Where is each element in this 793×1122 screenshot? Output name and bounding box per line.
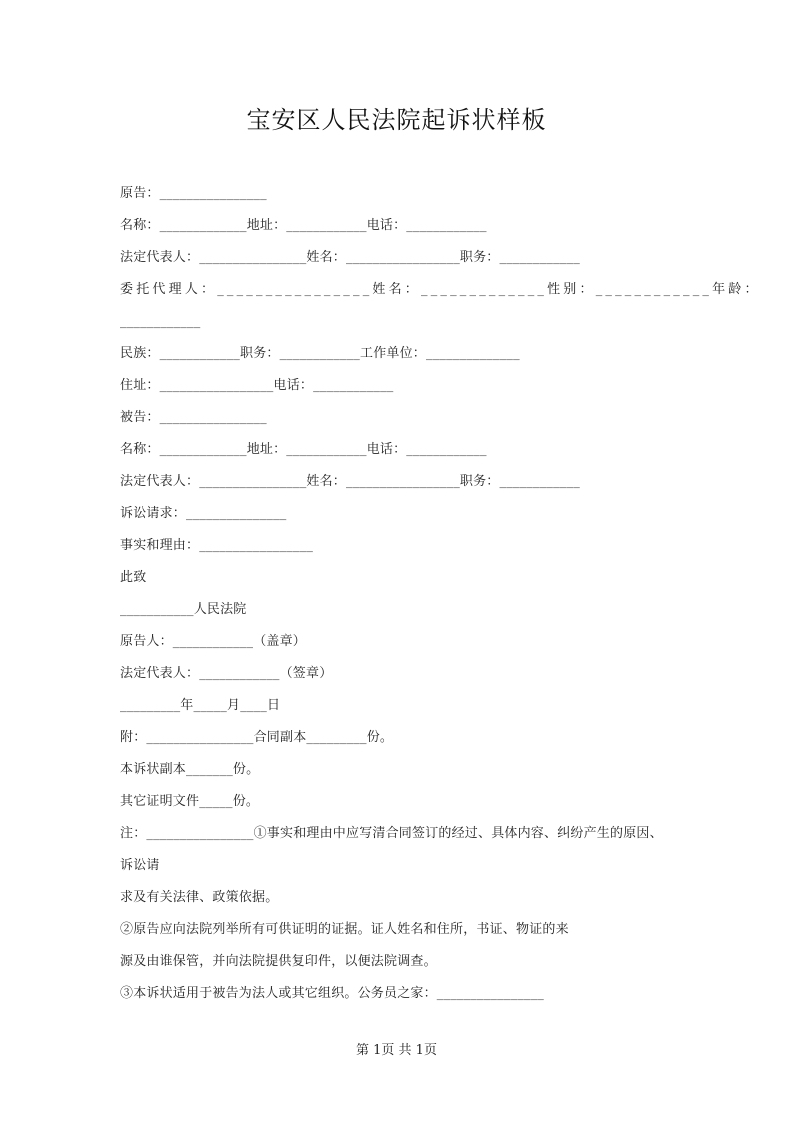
line-date: _________年_____月____日 <box>120 698 281 713</box>
page-number: 第 1页 共 1页 <box>356 1043 437 1058</box>
line-note-2: ②原告应向法院列举所有可供证明的证据。证人姓名和住所，书证、物证的来 <box>120 922 569 937</box>
line-note-1: 注：________________①事实和理由中应写清合同签订的经过、具体内容、纠纷产生的原因、 <box>120 826 663 841</box>
line-note-3: ③本诉状适用于被告为法人或其它组织。公务员之家：________________ <box>120 986 545 1001</box>
line-attachment-contract-copies: 附：________________合同副本_________份。 <box>120 730 394 745</box>
line-defendant-name-address-phone: 名称：_____________地址：____________电话：____________ <box>120 442 487 457</box>
line-plaintiff-agent-age-blank: ____________ <box>120 314 201 329</box>
line-plaintiff-name-address-phone: 名称：_____________地址：____________电话：____________ <box>120 218 487 233</box>
line-facts-and-reasons: 事实和理由：_________________ <box>120 538 314 553</box>
line-salutation: 此致 <box>120 570 147 585</box>
line-plaintiff-agent: 委托代理人：________________姓名：_____________性别：____________年龄： <box>120 282 761 297</box>
line-court-name: ___________人民法院 <box>120 602 247 617</box>
line-plaintiff-legal-rep: 法定代表人：________________姓名：_________________职务：____________ <box>120 250 580 265</box>
line-claims: 诉讼请求：_______________ <box>120 506 287 521</box>
line-defendant-legal-rep: 法定代表人：________________姓名：_________________职务：____________ <box>120 474 580 489</box>
line-defendant: 被告：________________ <box>120 410 267 425</box>
line-legal-rep-signature: 法定代表人：____________（签章） <box>120 666 333 681</box>
line-plaintiff-ethnicity-job-employer: 民族：____________职务：____________工作单位：______________ <box>120 346 520 361</box>
line-other-evidence: 其它证明文件_____份。 <box>120 794 260 809</box>
line-plaintiff-residence-phone: 住址：_________________电话：____________ <box>120 378 394 393</box>
line-plaintiff-seal: 原告人：____________（盖章） <box>120 634 307 649</box>
line-complaint-copies: 本诉状副本_______份。 <box>120 762 260 777</box>
line-note-1-end: 求及有关法律、政策依据。 <box>120 890 279 905</box>
line-plaintiff: 原告：________________ <box>120 186 267 201</box>
line-note-1-cont: 诉讼请 <box>120 858 160 873</box>
document-title: 宝安区人民法院起诉状样板 <box>246 106 547 134</box>
line-note-2-cont: 源及由谁保管，并向法院提供复印件，以便法院调查。 <box>120 954 437 969</box>
